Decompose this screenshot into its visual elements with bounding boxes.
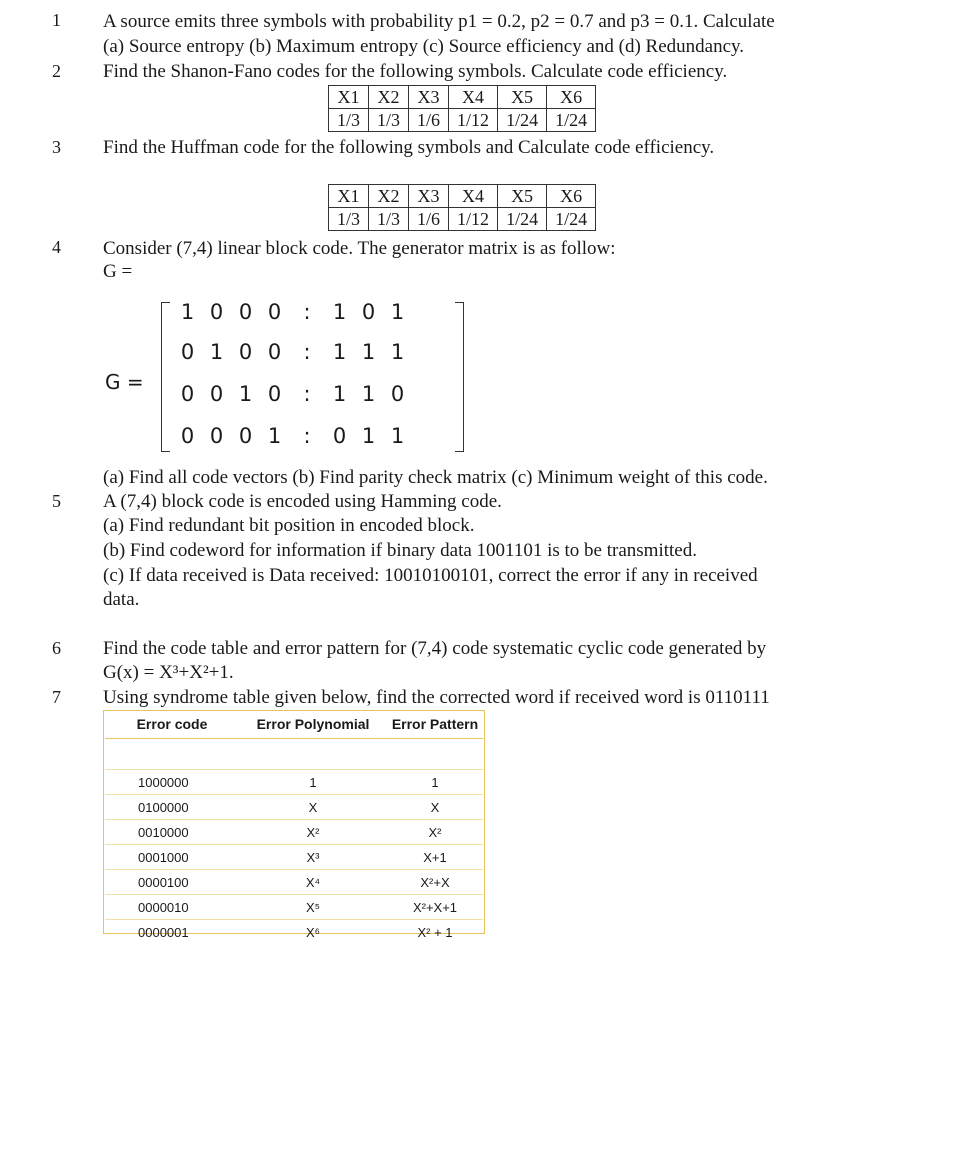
- question-5-line-3: (b) Find codeword for information if binary data 1001101 is to be transmitted.: [103, 540, 697, 561]
- prob-cell: 1/24: [498, 208, 547, 231]
- header-error-polynomial: Error Polynomial: [239, 712, 387, 739]
- matrix-cell: 1: [332, 382, 347, 406]
- prob-cell: 1/3: [369, 109, 409, 132]
- table-row: [105, 770, 483, 795]
- syndrome-table: [105, 712, 483, 944]
- question-6-line-1: Find the code table and error pattern for (7,4) code systematic cyclic code generated by: [103, 638, 767, 659]
- prob-cell: 1/24: [547, 208, 596, 231]
- symbol-cell: X1: [329, 185, 369, 208]
- matrix-cell: 1: [390, 300, 405, 324]
- matrix-cell: 0: [267, 300, 282, 324]
- symbol-cell: X6: [547, 185, 596, 208]
- prob-cell: 1/12: [449, 109, 498, 132]
- error-pattern-cell: X² + 1: [387, 920, 483, 945]
- matrix-cell: 1: [332, 300, 347, 324]
- symbol-cell: X5: [498, 185, 547, 208]
- matrix-cell: 0: [209, 382, 224, 406]
- prob-cell: 1/6: [409, 109, 449, 132]
- matrix-cell: 1: [361, 424, 376, 448]
- error-polynomial-cell: X⁴: [239, 870, 387, 895]
- prob-cell: 1/3: [369, 208, 409, 231]
- matrix-separator: :: [303, 382, 311, 406]
- question-number-3: 3: [52, 137, 61, 157]
- table-row: [105, 920, 483, 945]
- matrix-separator: :: [303, 340, 311, 364]
- matrix-cell: 0: [209, 300, 224, 324]
- question-5-line-2: (a) Find redundant bit position in encoded block.: [103, 515, 475, 536]
- prob-cell: 1/3: [329, 109, 369, 132]
- matrix-cell: 0: [180, 340, 195, 364]
- matrix-separator: :: [303, 424, 311, 448]
- matrix-cell: 0: [332, 424, 347, 448]
- question-5-line-5: data.: [103, 589, 140, 610]
- question-number-5: 5: [52, 491, 61, 511]
- error-code-cell: 0100000: [105, 795, 239, 820]
- matrix-cell: 1: [180, 300, 195, 324]
- table-row: [105, 895, 483, 920]
- matrix-cell: 1: [361, 340, 376, 364]
- matrix-cell: 0: [180, 382, 195, 406]
- symbol-cell: X2: [369, 185, 409, 208]
- matrix-label: G =: [105, 370, 144, 394]
- question-number-2: 2: [52, 61, 61, 81]
- prob-cell: 1/12: [449, 208, 498, 231]
- error-pattern-cell: 1: [387, 770, 483, 795]
- question-number-6: 6: [52, 638, 61, 658]
- error-polynomial-cell: X⁵: [239, 895, 387, 920]
- matrix-cell: 1: [361, 382, 376, 406]
- right-bracket: [455, 302, 464, 452]
- matrix-row-4: [173, 424, 412, 448]
- question-4-parts: (a) Find all code vectors (b) Find parity check matrix (c) Minimum weight of this code.: [103, 467, 768, 488]
- matrix-row-3: [173, 382, 412, 406]
- symbol-cell: X5: [498, 86, 547, 109]
- question-5-line-1: A (7,4) block code is encoded using Hamming code.: [103, 491, 502, 512]
- huffman-table: [328, 184, 596, 231]
- symbol-cell: X4: [449, 185, 498, 208]
- error-polynomial-cell: X³: [239, 845, 387, 870]
- error-pattern-cell: X²+X: [387, 870, 483, 895]
- matrix-cell: 1: [390, 424, 405, 448]
- matrix-separator: :: [303, 300, 311, 324]
- matrix-cell: 1: [390, 340, 405, 364]
- matrix-cell: 0: [267, 382, 282, 406]
- matrix-cell: 1: [209, 340, 224, 364]
- error-code-cell: 0000001: [105, 920, 239, 945]
- question-7-line-1: Using syndrome table given below, find the corrected word if received word is 0110111: [103, 687, 770, 708]
- symbol-cell: X6: [547, 86, 596, 109]
- error-code-cell: 0010000: [105, 820, 239, 845]
- matrix-cell: 0: [390, 382, 405, 406]
- shannon-fano-table: [328, 85, 596, 132]
- error-polynomial-cell: X²: [239, 820, 387, 845]
- matrix-cell: 0: [238, 424, 253, 448]
- symbol-cell: X4: [449, 86, 498, 109]
- left-bracket: [161, 302, 170, 452]
- question-number-4: 4: [52, 237, 61, 257]
- prob-cell: 1/24: [498, 109, 547, 132]
- error-pattern-cell: X: [387, 795, 483, 820]
- question-1-line-2: (a) Source entropy (b) Maximum entropy (c) Source efficiency and (d) Redundancy.: [103, 36, 745, 57]
- error-code-cell: 0000010: [105, 895, 239, 920]
- symbol-cell: X1: [329, 86, 369, 109]
- table-row: [105, 795, 483, 820]
- symbol-cell: X2: [369, 86, 409, 109]
- matrix-cell: 0: [238, 300, 253, 324]
- question-6-line-2: G(x) = X³+X²+1.: [103, 662, 234, 683]
- symbol-cell: X3: [409, 185, 449, 208]
- error-code-cell: 0001000: [105, 845, 239, 870]
- error-polynomial-cell: 1: [239, 770, 387, 795]
- error-pattern-cell: X²+X+1: [387, 895, 483, 920]
- matrix-cell: 0: [361, 300, 376, 324]
- question-3-line-1: Find the Huffman code for the following symbols and Calculate code efficiency.: [103, 137, 715, 158]
- header-error-code: Error code: [105, 712, 239, 739]
- prob-cell: 1/24: [547, 109, 596, 132]
- table-row: [105, 870, 483, 895]
- matrix-cell: 0: [180, 424, 195, 448]
- error-code-cell: 1000000: [105, 770, 239, 795]
- error-polynomial-cell: X⁶: [239, 920, 387, 945]
- question-1-line-1: A source emits three symbols with probability p1 = 0.2, p2 = 0.7 and p3 = 0.1. Calculate: [103, 11, 775, 32]
- matrix-cell: 0: [238, 340, 253, 364]
- symbol-cell: X3: [409, 86, 449, 109]
- prob-cell: 1/6: [409, 208, 449, 231]
- question-2-line-1: Find the Shanon-Fano codes for the following symbols. Calculate code efficiency.: [103, 61, 728, 82]
- matrix-cell: 0: [209, 424, 224, 448]
- question-4-line-2: G =: [103, 261, 133, 282]
- table-row: [105, 845, 483, 870]
- matrix-cell: 1: [238, 382, 253, 406]
- error-pattern-cell: X²: [387, 820, 483, 845]
- question-5-line-4: (c) If data received is Data received: 10010100101, correct the error if any in received: [103, 565, 758, 586]
- error-polynomial-cell: X: [239, 795, 387, 820]
- question-4-line-1: Consider (7,4) linear block code. The generator matrix is as follow:: [103, 238, 616, 259]
- matrix-cell: 0: [267, 340, 282, 364]
- matrix-cell: 1: [267, 424, 282, 448]
- matrix-row-1: [173, 300, 412, 324]
- generator-matrix: [105, 298, 485, 456]
- error-pattern-cell: X+1: [387, 845, 483, 870]
- matrix-row-2: [173, 340, 412, 364]
- table-row: [105, 820, 483, 845]
- header-error-pattern: Error Pattern: [387, 712, 483, 739]
- error-code-cell: 0000100: [105, 870, 239, 895]
- question-number-7: 7: [52, 687, 61, 707]
- matrix-cell: 1: [332, 340, 347, 364]
- question-number-1: 1: [52, 10, 61, 30]
- prob-cell: 1/3: [329, 208, 369, 231]
